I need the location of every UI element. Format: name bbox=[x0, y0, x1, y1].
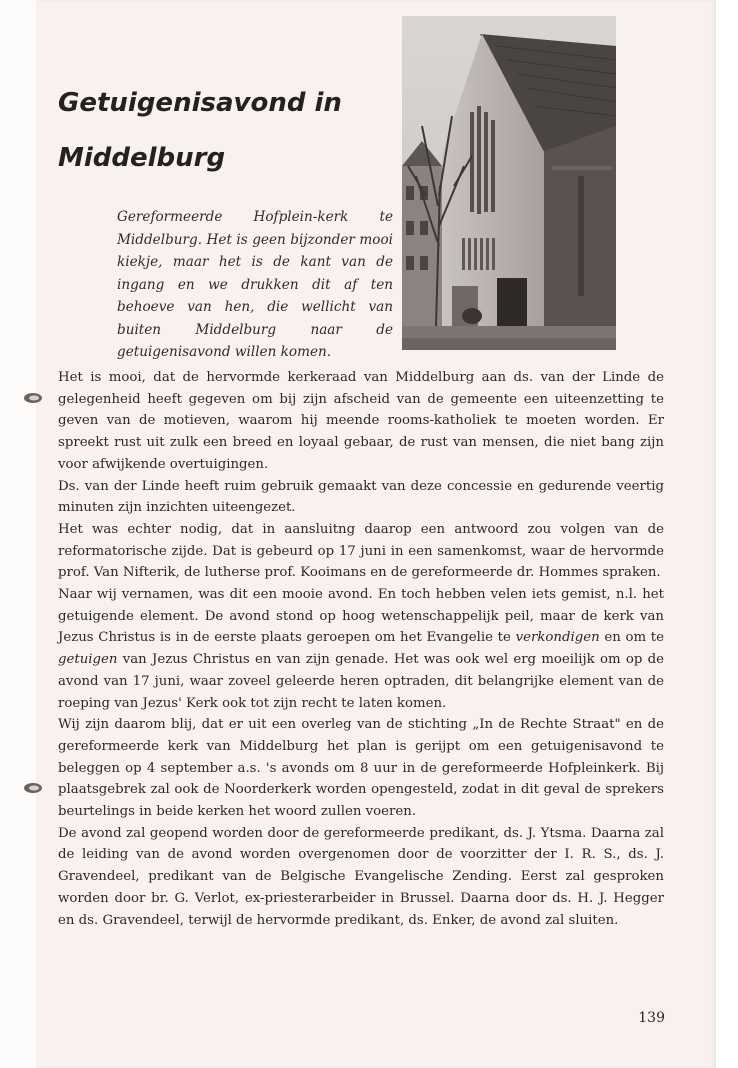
paragraph bbox=[58, 584, 664, 714]
binder-hole-mark bbox=[22, 391, 44, 405]
paragraph: Het was echter nodig, dat in aansluitng daarop een antwoord zou volgen van de reformatorische zijde. Dat is gebeurd op 17 juni in een samenkomst, waar de hervormde prof. Van Nifterik, de lutherse prof. Kooimans en de gereformeerde dr. Hommes spraken. bbox=[58, 521, 664, 581]
article-body bbox=[58, 367, 664, 931]
binder-hole-mark bbox=[22, 781, 44, 795]
paragraph-text: en om te bbox=[599, 630, 664, 646]
scan-margin bbox=[0, 0, 36, 1068]
paragraph-text: Naar wij vernamen, was dit een mooie avond. En toch hebben velen iets gemist, n.l. het getuigende element. De avond stond op hoog wetenschappelijk peil, maar de kerk van Jezus Christus is in de eerste plaats geroepen om het Evangelie te bbox=[58, 587, 664, 646]
paragraph: Wij zijn daarom blij, dat er uit een overleg van de stichting „In de Rechte Straat" en de gereformeerde kerk van Middelburg het plan is gerijpt om een getuigenisavond te beleggen op 4 september a.s. 's avonds om 8 uur in de gereformeerde Hofpleinkerk. Bij plaatsgebrek zal ook de Noorderkerk worden opengesteld, zodat in dit geval de sprekers beurtelings in beide kerken het woord zullen voeren. bbox=[58, 717, 664, 820]
title-line-1: Getuigenisavond in bbox=[58, 88, 342, 118]
emphasis-verkondigen: verkondigen bbox=[515, 630, 600, 646]
article-title bbox=[58, 76, 358, 186]
paragraph-text: van Jezus Christus en van zijn genade. Het was ook wel erg moeilijk om op de avond van 17 juni, waar zoveel geleerde heren optraden, dit belangrijke element van de roeping van Jezus' Kerk ook tot zijn recht te laten komen. bbox=[58, 652, 664, 711]
title-line-2: Middelburg bbox=[58, 143, 226, 173]
page-number: 139 bbox=[638, 1010, 665, 1026]
paragraph: Het is mooi, dat de hervormde kerkeraad van Middelburg aan ds. van der Linde de gelegenheid heeft gegeven om bij zijn afscheid van de gemeente een uiteenzetting te geven van de motieven, waarom hij meende rooms-katholiek te moeten worden. Er spreekt rust uit zulk een breed en loyaal gebaar, de rust van mensen, die niet bang zijn voor afwijkende overtuigingen. bbox=[58, 370, 664, 472]
paragraph: De avond zal geopend worden door de gereformeerde predikant, ds. J. Ytsma. Daarna zal de leiding van de avond worden overgenomen door de voorzitter der I. R. S., ds. J. Gravendeel, predikant van de Belgische Evangelische Zending. Eerst zal gesproken worden door br. G. Verlot, ex-priesterarbeider in Brussel. Daarna door ds. H. J. Hegger en ds. Gravendeel, terwijl de hervormde predikant, ds. Enker, de avond zal sluiten. bbox=[58, 825, 664, 928]
church-photo-image bbox=[402, 16, 616, 350]
photo-caption: Gereformeerde Hofplein-kerk te Middelburg. Het is geen bijzonder mooi kiekje, maar het is de kant van de ingang en we drukken dit af ten behoeve van hen, die wellicht van buiten Middelburg naar de getuigenisavond willen komen. bbox=[117, 209, 393, 360]
emphasis-getuigen: getuigen bbox=[58, 652, 118, 668]
church-photo bbox=[402, 16, 616, 350]
paragraph: Ds. van der Linde heeft ruim gebruik gemaakt van deze concessie en gedurende veertig minuten zijn inzichten uiteengezet. bbox=[58, 478, 664, 516]
